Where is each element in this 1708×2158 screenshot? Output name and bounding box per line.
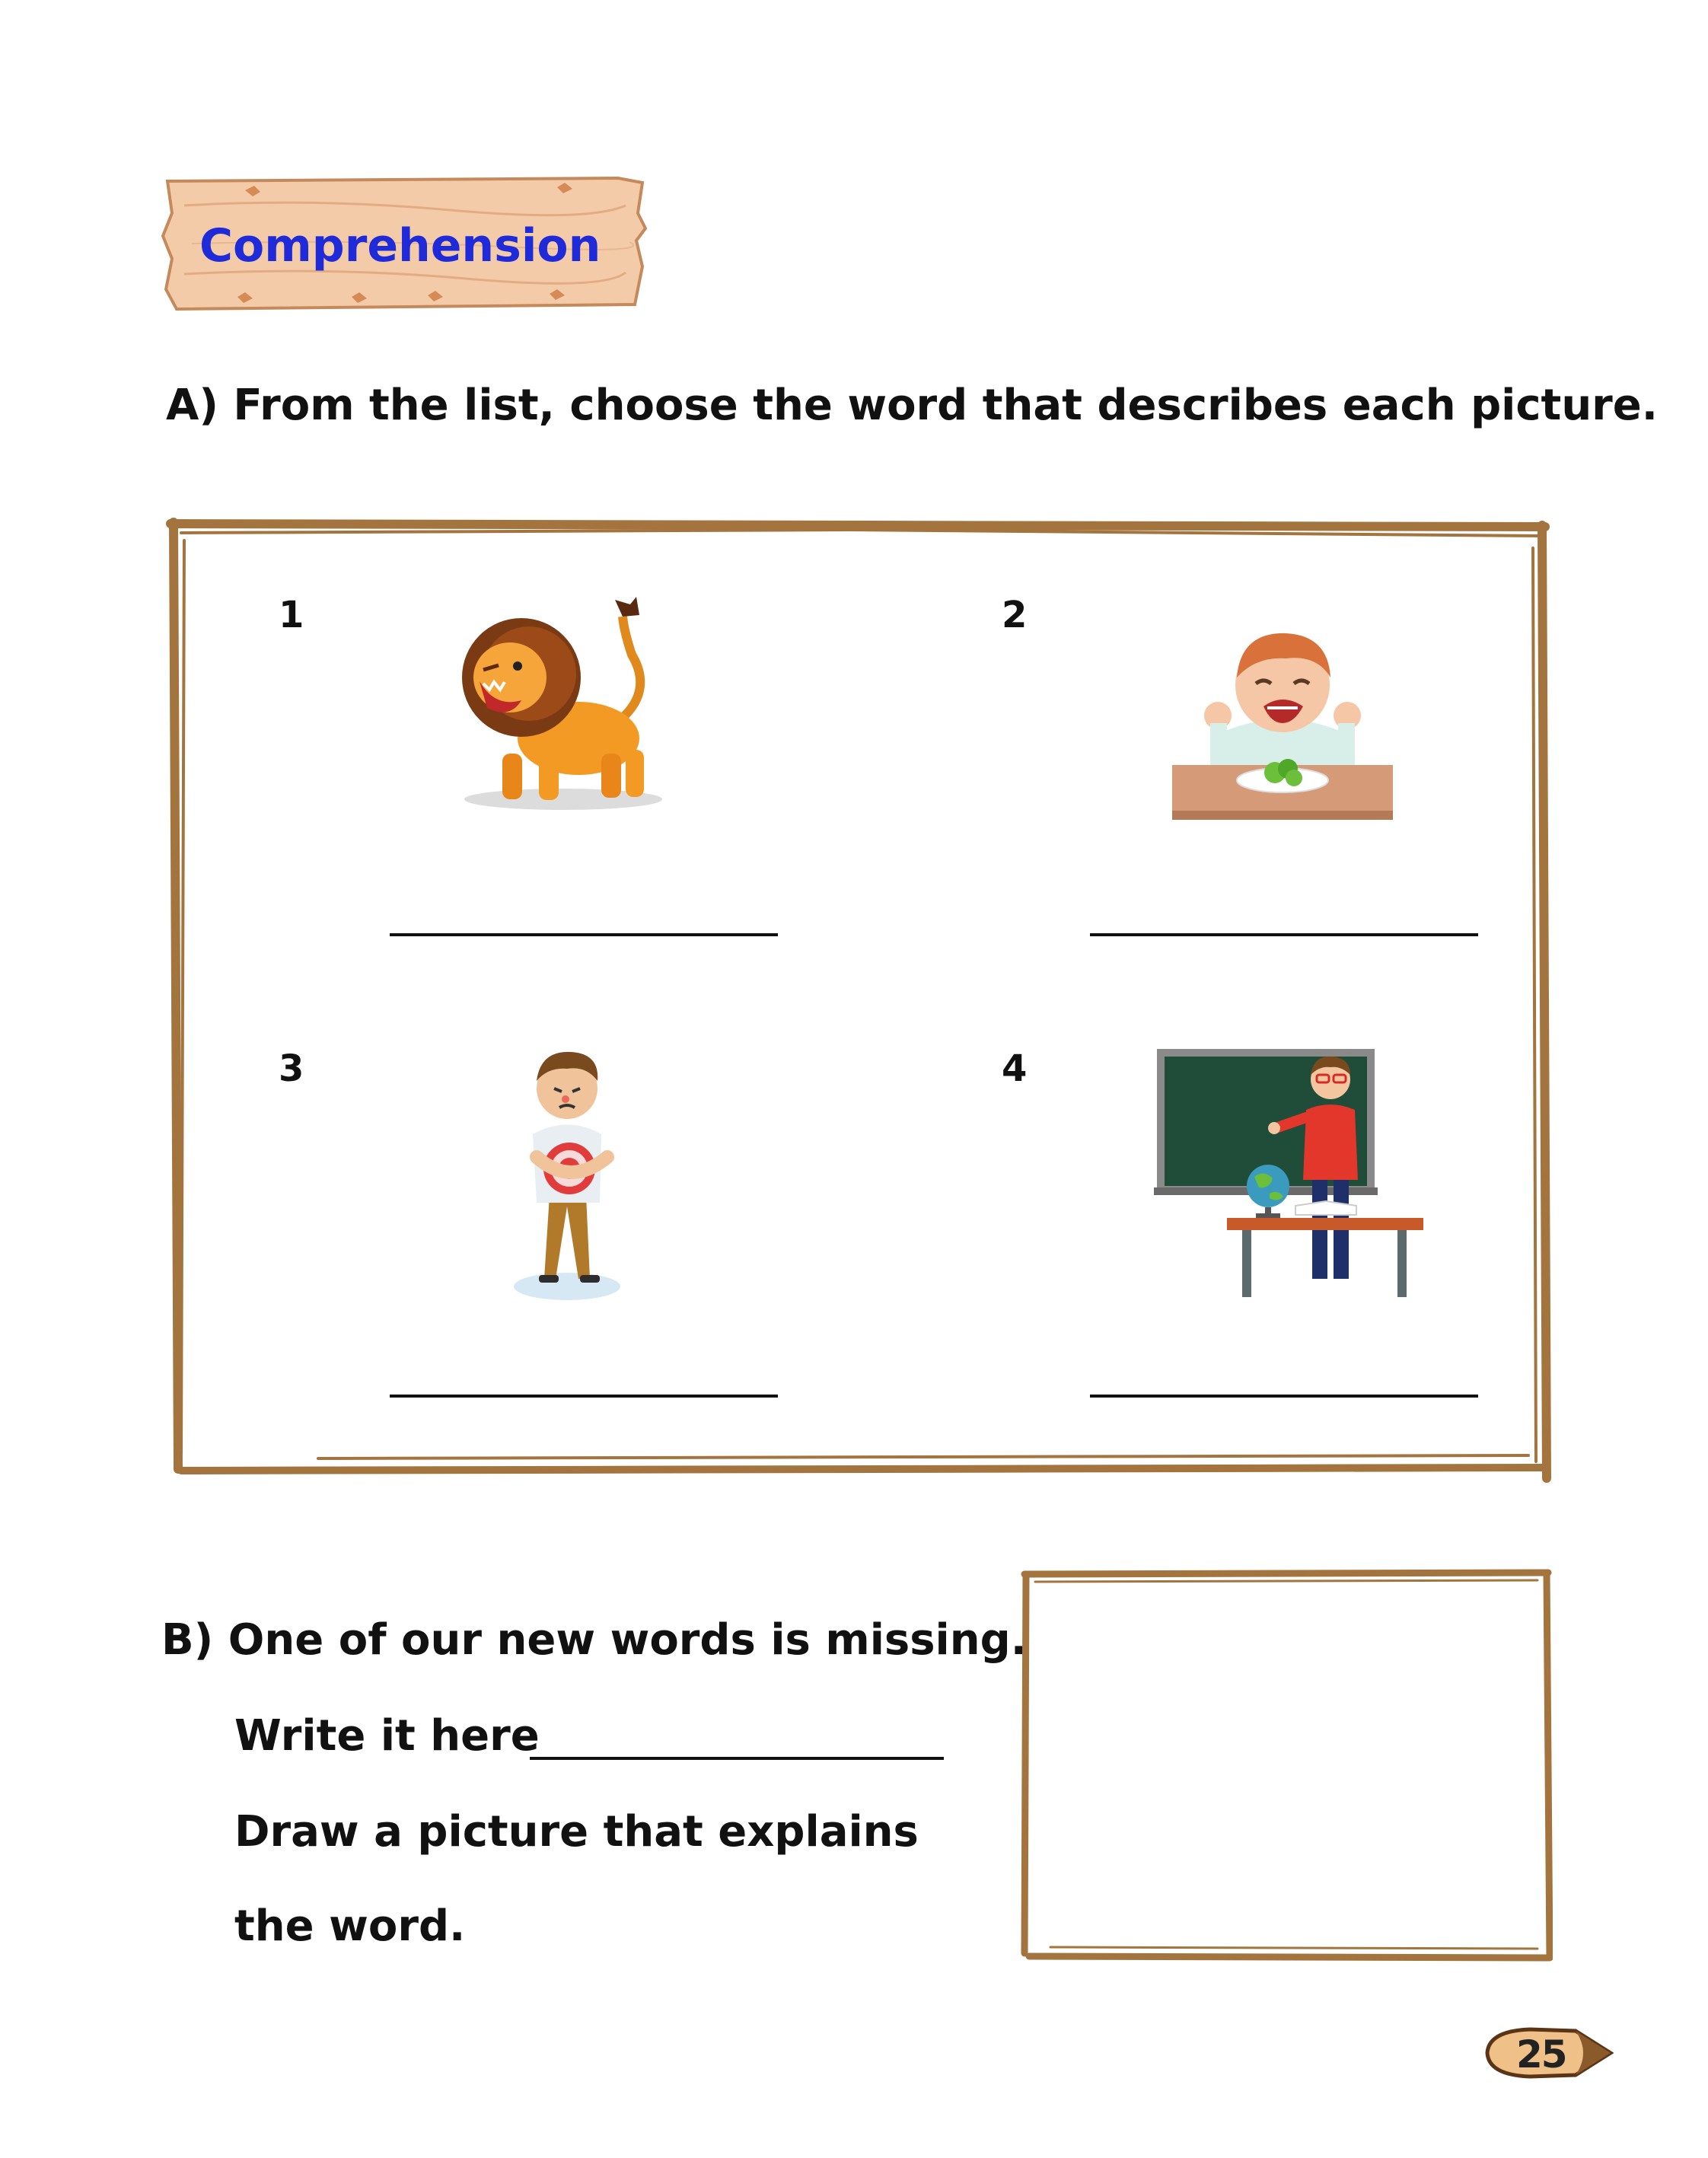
man-stomach-ache-icon [510, 1043, 632, 1302]
drawing-frame[interactable] [1020, 1568, 1553, 1964]
missing-word-line[interactable] [530, 1757, 944, 1760]
title-banner [161, 175, 648, 312]
section-b-instruction: B) One of our new words is missing. [161, 1615, 1027, 1665]
lion-roaring-icon [449, 594, 670, 814]
page-number-badge [1484, 2025, 1614, 2081]
answer-line-2[interactable] [1090, 933, 1478, 936]
page-number: 25 [1516, 2032, 1566, 2077]
section-a-instruction: A) From the list, choose the word that describes each picture. [166, 381, 1659, 430]
write-it-here-label: Write it here [234, 1711, 540, 1761]
draw-instruction-cont: the word. [234, 1901, 466, 1951]
item-number-3: 3 [279, 1047, 304, 1090]
answer-line-3[interactable] [390, 1395, 778, 1398]
answer-line-1[interactable] [390, 933, 778, 936]
teacher-at-blackboard-icon [1154, 1049, 1431, 1300]
answer-line-4[interactable] [1090, 1395, 1478, 1398]
item-number-1: 1 [279, 594, 304, 636]
page-title: Comprehension [199, 219, 601, 273]
boy-crying-at-broccoli-icon [1172, 617, 1393, 822]
item-number-2: 2 [1002, 594, 1028, 636]
draw-instruction: Draw a picture that explains [234, 1807, 919, 1857]
item-number-4: 4 [1002, 1047, 1028, 1090]
